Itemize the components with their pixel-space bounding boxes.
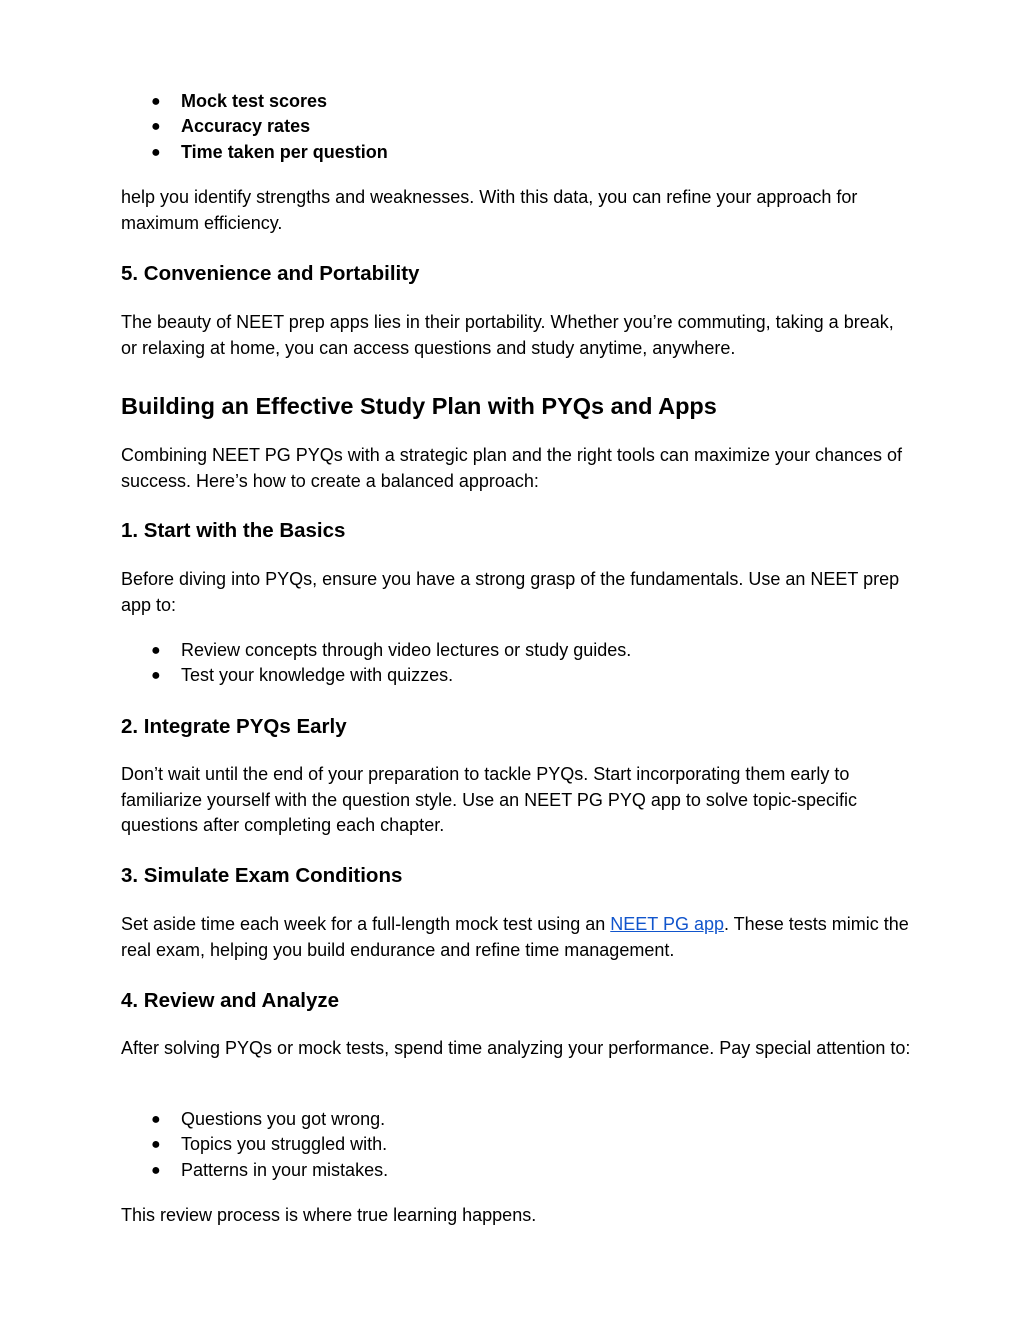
bullet-icon: ● xyxy=(151,118,161,136)
list-item: ● Review concepts through video lectures or study guides. xyxy=(121,638,911,663)
basics-list xyxy=(121,638,911,689)
list-item: ● Patterns in your mistakes. xyxy=(121,1158,911,1183)
heading-review: 4. Review and Analyze xyxy=(121,989,339,1012)
bullet-icon: ● xyxy=(151,143,161,161)
neet-pg-app-link[interactable]: NEET PG app xyxy=(610,914,724,934)
bullet-icon: ● xyxy=(151,93,161,110)
bullet-icon: ● xyxy=(151,667,161,685)
bullet-icon: ● xyxy=(151,1161,161,1179)
bullet-icon: ● xyxy=(151,1136,161,1154)
convenience-paragraph: The beauty of NEET prep apps lies in their portability. Whether you’re commuting, taking a break, or relaxing at home, you can access questions and study anytime, anywhere. xyxy=(121,312,894,358)
heading-simulate: 3. Simulate Exam Conditions xyxy=(121,864,403,887)
heading-study-plan: Building an Effective Study Plan with PYQs and Apps xyxy=(121,393,717,419)
review-paragraph: After solving PYQs or mock tests, spend time analyzing your performance. Pay special attention to: xyxy=(121,1038,911,1058)
bullet-icon: ● xyxy=(151,1111,161,1128)
list-item: ● Accuracy rates xyxy=(121,114,911,139)
integrate-paragraph: Don’t wait until the end of your preparation to tackle PYQs. Start incorporating them early to familiarize yourself with the question style. Use an NEET PG PYQ app to solve topic-specific questions after completing each chapter. xyxy=(121,764,857,835)
metrics-list xyxy=(121,89,911,165)
simulate-paragraph: Set aside time each week for a full-length mock test using an NEET PG app. These tests mimic the real exam, helping you build endurance and refine time management. xyxy=(121,914,909,960)
list-item: ● Test your knowledge with quizzes. xyxy=(121,663,911,688)
list-item: ● Mock test scores xyxy=(121,89,911,114)
basics-paragraph: Before diving into PYQs, ensure you have a strong grasp of the fundamentals. Use an NEET prep app to: xyxy=(121,569,900,615)
review-list xyxy=(121,1107,911,1183)
study-plan-paragraph: Combining NEET PG PYQs with a strategic plan and the right tools can maximize your chances of success. Here’s how to create a balanced approach: xyxy=(121,445,903,491)
heading-integrate: 2. Integrate PYQs Early xyxy=(121,715,347,738)
list-item: ● Questions you got wrong. xyxy=(121,1107,911,1132)
list-item: ● Time taken per question xyxy=(121,140,911,165)
heading-basics: 1. Start with the Basics xyxy=(121,519,346,542)
bullet-icon: ● xyxy=(151,642,161,659)
final-paragraph: This review process is where true learning happens. xyxy=(121,1205,537,1225)
list-item: ● Topics you struggled with. xyxy=(121,1132,911,1157)
metrics-paragraph: help you identify strengths and weaknesses. With this data, you can refine your approach for maximum efficiency. xyxy=(121,187,858,233)
heading-convenience: 5. Convenience and Portability xyxy=(121,262,420,285)
